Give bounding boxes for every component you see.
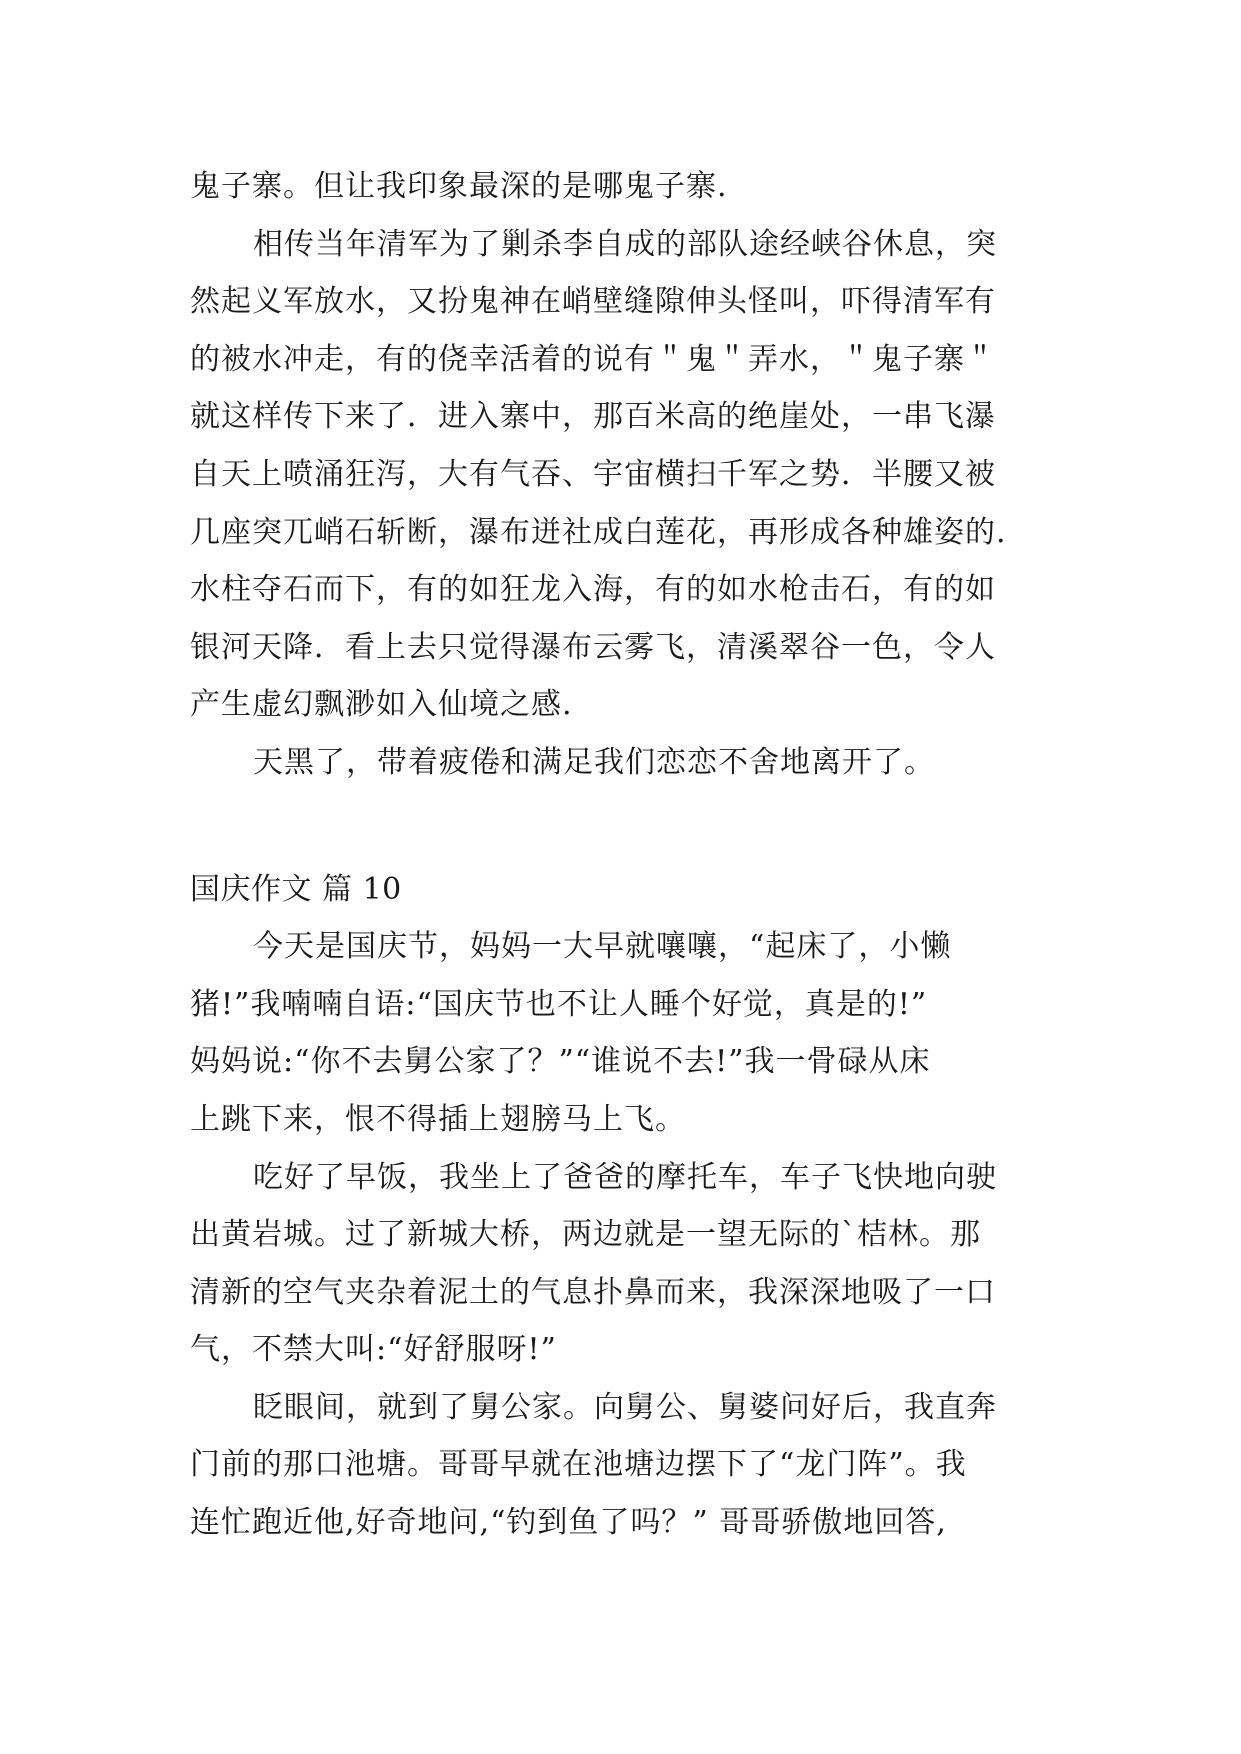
text-line: 连忙跑近他,好奇地问,“钓到鱼了吗？” 哥哥骄傲地回答, (190, 1505, 947, 1541)
paragraph (190, 918, 1050, 1148)
document-body (190, 158, 1050, 1552)
text-line: 眨眼间，就到了舅公家。向舅公、舅婆问好后，我直奔 (253, 1389, 997, 1425)
text-line: 气，不禁大叫:“好舒服呀!” (190, 1332, 557, 1368)
text-line: 鬼子寨。但让我印象最深的是哪鬼子寨. (190, 169, 728, 204)
paragraph (190, 1379, 1050, 1552)
text-line: 今天是国庆节，妈妈一大早就嚷嚷，“起床了，小懒 (253, 929, 952, 965)
text-line: 然起义军放水，又扮鬼神在峭壁缝隙伸头怪叫，吓得清军有 (190, 284, 996, 320)
paragraph (190, 1149, 1050, 1379)
section-two (190, 861, 1050, 1552)
section-one (190, 158, 1050, 792)
text-line: 几座突兀峭石斩断，瀑布迸社成白莲花，再形成各种雄姿的. (190, 514, 1007, 550)
text-line: 产生虚幻飘渺如入仙境之感. (190, 687, 573, 723)
text-line: 水柱夺石而下，有的如狂龙入海，有的如水枪击石，有的如 (190, 572, 996, 608)
text-line: 相传当年清军为了剿杀李自成的部队途经峡谷休息，突 (253, 226, 997, 262)
text-line: 清新的空气夹杂着泥土的气息扑鼻而来，我深深地吸了一口 (190, 1274, 996, 1310)
text-line: 天黑了，带着疲倦和满足我们恋恋不舍地离开了。 (253, 744, 935, 780)
text-line: 上跳下来，恨不得插上翅膀马上飞。 (190, 1101, 686, 1137)
text-line: 就这样传下来了．进入寨中，那百米高的绝崖处，一串飞瀑 (190, 399, 996, 435)
paragraph (190, 216, 1050, 734)
paragraph (190, 734, 1050, 792)
text-line: 银河天降．看上去只觉得瀑布云雾飞，清溪翠谷一色，令人 (190, 629, 996, 665)
text-line: 猪!”我喃喃自语:“国庆节也不让人睡个好觉，真是的!” (190, 986, 928, 1022)
section-title: 国庆作文 篇 10 (190, 871, 402, 907)
text-line: 出黄岩城。过了新城大桥，两边就是一望无际的`桔林。那 (190, 1217, 981, 1253)
text-line: 的被水冲走，有的侥幸活着的说有＂鬼＂弄水，＂鬼子寨＂ (190, 341, 996, 377)
text-line: 门前的那口池塘。哥哥早就在池塘边摆下了“龙门阵”。我 (190, 1447, 967, 1483)
text-line: 妈妈说:“你不去舅公家了？”“谁说不去!”我一骨碌从床 (190, 1044, 931, 1080)
paragraph (190, 158, 1050, 216)
text-line: 自天上喷涌狂泻，大有气吞、宇宙横扫千军之势．半腰又被 (190, 456, 996, 492)
text-line: 吃好了早饭，我坐上了爸爸的摩托车，车子飞快地向驶 (253, 1159, 997, 1195)
section-spacer (190, 792, 1050, 861)
